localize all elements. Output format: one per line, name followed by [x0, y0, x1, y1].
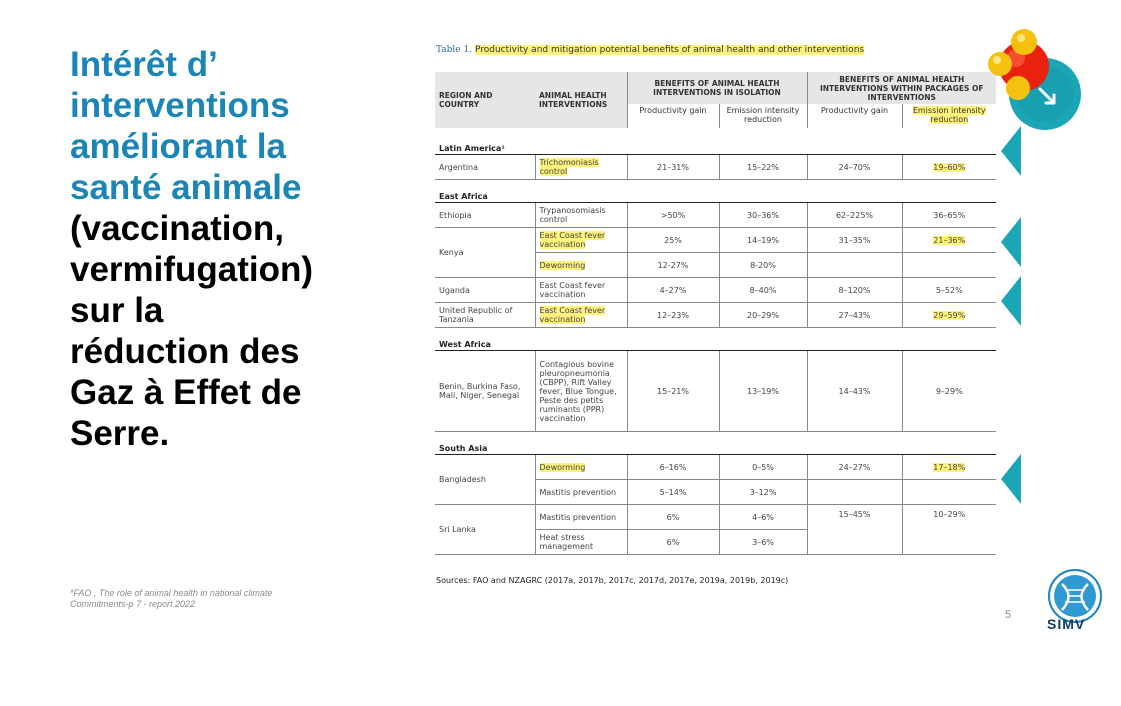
- value-cell: 25%: [627, 228, 719, 253]
- table-row: [435, 278, 996, 303]
- value-cell: 6%: [627, 530, 719, 555]
- value-cell: 15–21%: [627, 351, 719, 432]
- arrow-tab-icon: [1001, 126, 1021, 176]
- value-cell: 13–19%: [719, 351, 807, 432]
- country-cell: United Republic of Tanzania: [435, 303, 535, 328]
- value-cell: 3–6%: [719, 530, 807, 555]
- header-emission-pkg: [902, 104, 996, 128]
- value-cell: 14–43%: [807, 351, 902, 432]
- value-cell: 3–12%: [719, 480, 807, 505]
- value-cell: 12-27%: [627, 253, 719, 278]
- footnote: [70, 588, 330, 610]
- value-cell: 21–31%: [627, 155, 719, 180]
- intervention-cell: [535, 303, 627, 328]
- value-cell: 6%: [627, 505, 719, 530]
- table-row: [435, 455, 996, 480]
- value-cell: 27–43%: [807, 303, 902, 328]
- value-text: 29–59%: [933, 310, 966, 320]
- arrow-tab-icon: [1001, 276, 1021, 326]
- table-row: [435, 203, 996, 228]
- value-cell: [807, 253, 902, 278]
- value-cell: [902, 155, 996, 180]
- table-caption: [436, 45, 864, 55]
- table-row: [435, 228, 996, 253]
- value-cell: 8-20%: [719, 253, 807, 278]
- intervention-cell: Mastitis prevention: [535, 505, 627, 530]
- page-number: 5: [1005, 609, 1012, 621]
- region-label: West Africa: [435, 328, 996, 351]
- value-text: 19–60%: [933, 162, 966, 172]
- table-row: [435, 351, 996, 432]
- header-interventions: ANIMAL HEALTH INTERVENTIONS: [535, 72, 627, 128]
- intervention-text: Deworming: [539, 260, 586, 270]
- value-cell: 10–29%: [902, 505, 996, 555]
- title-line: Gaz à Effet de: [70, 373, 302, 412]
- header-prod-gain-iso: Productivity gain: [627, 104, 719, 128]
- title-line: améliorant la: [70, 127, 286, 166]
- value-cell: >50%: [627, 203, 719, 228]
- region-row: [435, 432, 996, 455]
- country-cell: Uganda: [435, 278, 535, 303]
- intervention-text: East Coast fever vaccination: [539, 231, 606, 249]
- intervention-text: Trichomoniasis control: [539, 158, 599, 176]
- value-cell: [902, 455, 996, 480]
- value-cell: 14–19%: [719, 228, 807, 253]
- table-row: [435, 505, 996, 530]
- value-cell: 15–45%: [807, 505, 902, 555]
- table-row: [435, 303, 996, 328]
- value-cell: 8–40%: [719, 278, 807, 303]
- logo-text: SIMV: [1047, 616, 1086, 632]
- country-cell: Kenya: [435, 228, 535, 278]
- value-cell: 0–5%: [719, 455, 807, 480]
- value-cell: 30–36%: [719, 203, 807, 228]
- table-row: [435, 155, 996, 180]
- value-cell: [902, 253, 996, 278]
- header-isolation: BENEFITS OF ANIMAL HEALTH INTERVENTIONS IN ISOLATION: [627, 72, 807, 104]
- value-cell: [807, 480, 902, 505]
- country-cell: Argentina: [435, 155, 535, 180]
- region-label: East Africa: [435, 180, 996, 203]
- header-emission-pkg-text: Emission intensity reduction: [912, 106, 986, 124]
- title-line: sur la: [70, 291, 164, 330]
- region-row: [435, 128, 996, 155]
- value-cell: 31–35%: [807, 228, 902, 253]
- value-cell: 6–16%: [627, 455, 719, 480]
- intervention-cell: [535, 455, 627, 480]
- value-text: 21–36%: [933, 235, 966, 245]
- region-row: [435, 328, 996, 351]
- country-cell: Benin, Burkina Faso, Mali, Niger, Senegal: [435, 351, 535, 432]
- value-cell: 24–70%: [807, 155, 902, 180]
- table-sources: Sources: FAO and NZAGRC (2017a, 2017b, 2017c, 2017d, 2017e, 2019a, 2019b, 2019c): [436, 576, 789, 585]
- arrow-tab-icon: [1001, 454, 1021, 504]
- title-line: (vaccination,: [70, 209, 284, 248]
- region-row: [435, 180, 996, 203]
- header-region: REGION AND COUNTRY: [435, 72, 535, 128]
- slide-title: [70, 44, 370, 454]
- intervention-text: Deworming: [539, 462, 586, 472]
- data-table: [435, 72, 996, 555]
- intervention-cell: [535, 228, 627, 253]
- value-cell: 62–225%: [807, 203, 902, 228]
- region-label: Latin America¹: [435, 128, 996, 155]
- molecule-icon: [988, 28, 1084, 132]
- title-line: Intérêt d’: [70, 45, 218, 84]
- value-cell: 12–23%: [627, 303, 719, 328]
- header-prod-gain-pkg: Productivity gain: [807, 104, 902, 128]
- title-line: santé animale: [70, 168, 302, 207]
- country-cell: Sri Lanka: [435, 505, 535, 555]
- header-packages: BENEFITS OF ANIMAL HEALTH INTERVENTIONS WITHIN PACKAGES OF INTERVENTIONS: [807, 72, 996, 104]
- intervention-cell: East Coast fever vaccination: [535, 278, 627, 303]
- value-cell: [902, 228, 996, 253]
- value-cell: 4–27%: [627, 278, 719, 303]
- title-line: Serre.: [70, 414, 170, 453]
- arrow-tab-icon: [1001, 217, 1021, 267]
- intervention-cell: [535, 155, 627, 180]
- title-line: interventions: [70, 86, 290, 125]
- intervention-text: East Coast fever vaccination: [539, 306, 606, 324]
- intervention-cell: Heat stress management: [535, 530, 627, 555]
- value-cell: [902, 480, 996, 505]
- intervention-cell: Contagious bovine pleuropneumonia (CBPP), Rift Valley fever, Blue Tongue, Peste des petits ruminants (PPR) vaccination: [535, 351, 627, 432]
- title-line: réduction des: [70, 332, 300, 371]
- value-cell: 8–120%: [807, 278, 902, 303]
- country-cell: Bangladesh: [435, 455, 535, 505]
- intervention-cell: Trypanosomiasis control: [535, 203, 627, 228]
- value-cell: 9–29%: [902, 351, 996, 432]
- value-text: 17–18%: [933, 462, 966, 472]
- value-cell: 4–6%: [719, 505, 807, 530]
- value-cell: 24–27%: [807, 455, 902, 480]
- value-cell: 5–14%: [627, 480, 719, 505]
- value-cell: 20–29%: [719, 303, 807, 328]
- caption-text: Productivity and mitigation potential benefits of animal health and other interventions: [474, 45, 865, 55]
- value-cell: 36–65%: [902, 203, 996, 228]
- header-emission-iso: Emission intensity reduction: [719, 104, 807, 128]
- intervention-cell: [535, 253, 627, 278]
- intervention-cell: Mastitis prevention: [535, 480, 627, 505]
- title-line: vermifugation): [70, 250, 314, 289]
- value-cell: 5–52%: [902, 278, 996, 303]
- value-cell: [902, 303, 996, 328]
- caption-number: Table 1.: [436, 45, 473, 55]
- footnote-line: Commitments-p 7 - report 2022: [70, 599, 196, 609]
- country-cell: Ethiopia: [435, 203, 535, 228]
- value-cell: 15–22%: [719, 155, 807, 180]
- footnote-line: *FAO , The role of animal health in national climate: [70, 588, 273, 598]
- region-label: South Asia: [435, 432, 996, 455]
